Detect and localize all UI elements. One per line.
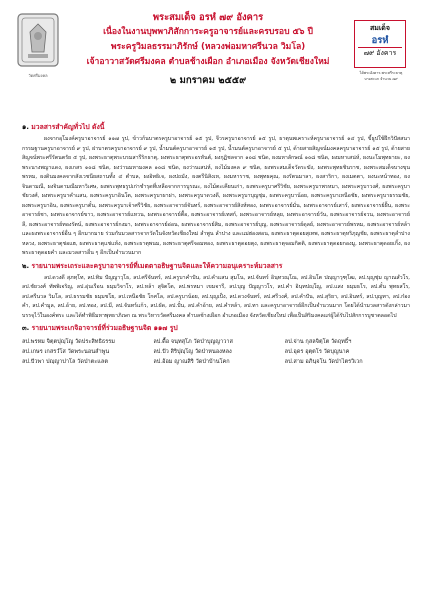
- list-item: ลป.เกษร เกสรวํโส วัดพระนอนลำพูน: [22, 349, 110, 355]
- section-2-heading: รายนามพระเถระและครูบาอาจารย์ที่เมตตาอธิษฐานจิตและให้ความอนุเคราะห์มวลสาร: [31, 261, 283, 270]
- list-item: ลป.จ่าน กุสลจิตฺโต วัดฤทธิ์ฯ: [284, 339, 352, 345]
- section-1-heading: มวลสารสำคัญทั่วไป ดังนี้: [31, 123, 105, 131]
- header-line-4: เจ้าอาวาสวัดศรีมงคล ตำบลช้างเผือก อำเภอเมือง จังหวัดเชียงใหม่: [86, 57, 330, 67]
- document-header: [0, 0, 426, 118]
- date-box-middle: อรหํ: [358, 34, 402, 48]
- list-item: ลป.ปัว สิริปุญฺโญ วัดป่าหนองหลง: [153, 349, 232, 355]
- header-text: [70, 10, 346, 90]
- section-2-number: ๒.: [22, 261, 30, 270]
- seal-caption: วัดศรีมงคล: [28, 73, 48, 78]
- list-item: ลป.ปัวพา ปญฺญาปาโล วัดป่าตะแลต: [22, 359, 108, 365]
- list-item: ลป.อุดร อุตฺตโร วัดบุญนาค: [284, 349, 350, 355]
- list-item: ลป.พรหม จิตฺตปุญฺโญ วัดประสิทธิธรรม: [22, 339, 115, 345]
- section-2-title: [22, 261, 410, 272]
- section-2-paragraph: ลป.ดวงดี สุภทฺโท, ลป.ทิม ปัญญาวุโธ, ลป.ศรีจันทร์, ลป.ครูบาคำปัน, ลป.คำแสน สุมโน, ลป.จันทร์ อินฺทวณฺโณ, ลป.อินโต ปญฺญาวุฑฺโฒ, ลป.บุญชุ่ม ญาณสํวโร, ลป.ชัยวงศ์ ทัพพิเจริญ, ลป.อุ่นเรือน ธมฺมวิจาโร, ลป.หล้า สุจิตโต, ลป.พรหมา เขมจารี, ลป.บุญ ปัญญาวโร, ลป.คำ อินฺทปญฺโญ, ลป.แสง ธมฺมธโร, ลป.ตั๋น พุทธสโร, ลป.ศรีนวล วิมโล, ลป.ธรรมชัย ธมฺมชโย, ลป.เหนือชัย โกศโล, ลป.ครูบาน้อย, ลป.บุญเป็ง, ลป.ดวงจันทร์, ลป.ศรีวงศ์, ลป.คำปัน, ลป.สุริยา, ลป.อินทร์, ลป.บุญทา, ลป.ก๋องคำ, ลป.คำมูล, ลป.อ้าย, ลป.ทอง, ลป.มี, ลป.จันทร์แก้ว, ลป.ผัด, ลป.ปั๋น, ลป.คำอ้าย, ลป.คำหล้า, ลป.ทา และครูบาอาจารย์อีกเป็นจำนวนมาก โดยได้นำมวลสารดังกล่าวมาบรรจุไว้ในองค์พระ และได้ทำพิธีมหาพุทธาภิเษก ณ พระวิหารวัดศรีมงคล ตำบลช้างเผือก อำเภอเมือง จังหวัดเชียงใหม่ เพื่อเป็นสิริมงคลแก่ผู้ได้รับไปสักการบูชาตลอดไป: [22, 274, 410, 319]
- list-item: ลป.อ้อม ญาณสิริ วัดป่าบ้านโคก: [153, 359, 230, 365]
- section-3-number: ๓.: [22, 324, 30, 332]
- names-list: [22, 337, 410, 367]
- document-body: [22, 120, 410, 367]
- section-3-title: [22, 323, 410, 334]
- temple-seal-icon: [16, 12, 60, 68]
- date-box: [354, 20, 406, 68]
- section-1-number: ๑.: [22, 123, 29, 131]
- header-line-2: เนื่องในงานบุพพาภิสักการะครูอาจารย์และครบรอบ ๕๖ ปี: [103, 27, 313, 37]
- date-box-note: ได้พระอังคาร-พระสรีระธาตุ บางสะแก จำนวน ๗๙: [359, 71, 403, 81]
- section-1-title: [22, 122, 410, 133]
- header-line-1: พระสมเด็จ อรหํ ๗๙ อังคาร: [152, 12, 264, 23]
- list-item: ลป.ดื้อ จนฺทสุโภ วัดป่าบุญญาวาส: [153, 339, 233, 345]
- date-box-top: สมเด็จ: [370, 24, 390, 32]
- section-3-heading: รายนามพระเกจิอาจารย์ที่ร่วมอธิษฐานจิต ๑๑๗ รูป: [31, 324, 178, 332]
- header-date: ๒ มกราคม ๒๕๕๙: [169, 75, 247, 86]
- list-item: ลป.สาม อภินฺจโน วัดป่าไตรวิเวก: [284, 359, 363, 365]
- section-1-paragraph: ผงจากอุโมงค์ครูบาอาจารย์ ๑๑๗ รูป, ข้าวก้นบาตรครูบาอาจารย์ ๑๕ รูป, จีวรครูบาอาจารย์ ๑๕ รูป, ธาตุนพเคราะห์ครูบาอาจารย์ ๑๔ รูป, ขี้ธูปใช้ฝึกวิปัสสนากรรมฐานครูบาอาจารย์ ๙ รูป, ฝาบาตรครูบาอาจารย์ ๙ รูป, น้ำมนต์ครูบาอาจารย์ ๑๕ รูป, น้ำมนต์ครูบาอาจารย์ ๕ รูป, ด้ายสายสิญจน์มงคลครูบาอาจารย์ ๑๕ รูป, ด้ายสายสิญจน์พระศรีรัตนตรัย ๕ รูป, ผงพระธาตุพระบรมสารีริกธาตุ, ผงพระธาตุพระอรหันต์, ผงกุฏิชลจาก ๑๐๘ ชนิด, ผงมหาลักษณ์ ๑๐๘ ชนิด, ผงมหาเสน่ห์, ผงนะโมพุทธายะ, ผงพระนางพญาแดง, ผงเกสร ๑๐๘ ชนิด, ผงว่านมหามงคล ๑๐๘ ชนิด, ผงว่านเสน่ห์, ผงไม้มงคล ๙ ชนิด, ผงพระสมเด็จวัดระฆัง, ผงพระพุทธชินราช, ผงพระสมเด็จบางขุนพรหม, ผงดินมงคลจากสังเวชนียสถานทั้ง ๔ ตำบล, ผงอิทธิเจ, ผงปถมัง, ผงตรีนิสิงเห, ผงมหาราช, ผงพุทธคุณ, ผงรัตนมาลา, ผงสาริกา, ผงเมตตา, ผงนะหน้าทอง, ผงจินดามณี, ผงจินดามณีมหาวิเศษ, ผงพระพุทธรูปเก่าชำรุดที่เหลือจากการบูรณะ, ผงไม้ตะเคียนเก่า, ผงพระครูบาศรีวิชัย, ผงพระครูบาพรหมา, ผงพระครูบาวงศ์, ผงพระครูบาชัยวงศ์, ผงพระครูบาคำแสน, ผงพระครูบาอินโต, ผงพระครูบาผาผ่า, ผงพระครูบาดวงดี, ผงพระครูบาบุญชุ่ม, ผงพระครูบาน้อย, ผงพระครูบาเหนือชัย, ผงพระครูบาธรรมชัย, ผงพระครูบาอิน, ผงพระครูบาตั๋น, ผงพระครูบาเจ้าศรีวิชัย, ผงพระอาจารย์จันทร์, ผงพระอาจารย์สิงห์ทอง, ผงพระอาจารย์มั่น, ผงพระอาจารย์เสาร์, ผงพระอาจารย์ฝั้น, ผงพระอาจารย์ชา, ผงพระอาจารย์ขาว, ผงพระอาจารย์แหวน, ผงพระอาจารย์ตื้อ, ผงพระอาจารย์เทสก์, ผงพระอาจารย์หลุย, ผงพระอาจารย์วัน, ผงพระอาจารย์จวน, ผงพระอาจารย์ลี, ผงพระอาจารย์ทองรัตน์, ผงพระอาจารย์กงมา, ผงพระอาจารย์อ่อน, ผงพระอาจารย์สิม, ผงพระอาจารย์บุญ, ผงพระอาจารย์ดุลย์, ผงพระอาจารย์พรหม, ผงพระอาจารย์หล้า และผงพระอาจารย์อื่น ๆ อีกมากมาย ร่วมกับมวลสารจากวัดในจังหวัดเชียงใหม่ ลำพูน ลำปาง และแม่ฮ่องสอน, ผงพระธาตุดอยสุเทพ, ผงพระธาตุหริภุญชัย, ผงพระธาตุลำปางหลวง, ผงพระธาตุช่อแฮ, ผงพระธาตุแช่แห้ง, ผงพระธาตุพนม, ผงพระธาตุศรีจอมทอง, ผงพระธาตุดอยตุง, ผงพระธาตุจอมกิตติ, ผงพระธาตุดอยกองมู, ผงพระธาตุดอยเกิ้ง, ผงพระธาตุดอยคำ และมวลสารอื่น ๆ อีกเป็นจำนวนมาก: [22, 136, 410, 256]
- date-box-bottom: ๗๙ อังคาร: [363, 49, 397, 57]
- header-line-3: พระครูวิมลธรรมาภิรักษ์ (หลวงพ่อมหาศรีนวล วิมโล): [110, 42, 306, 52]
